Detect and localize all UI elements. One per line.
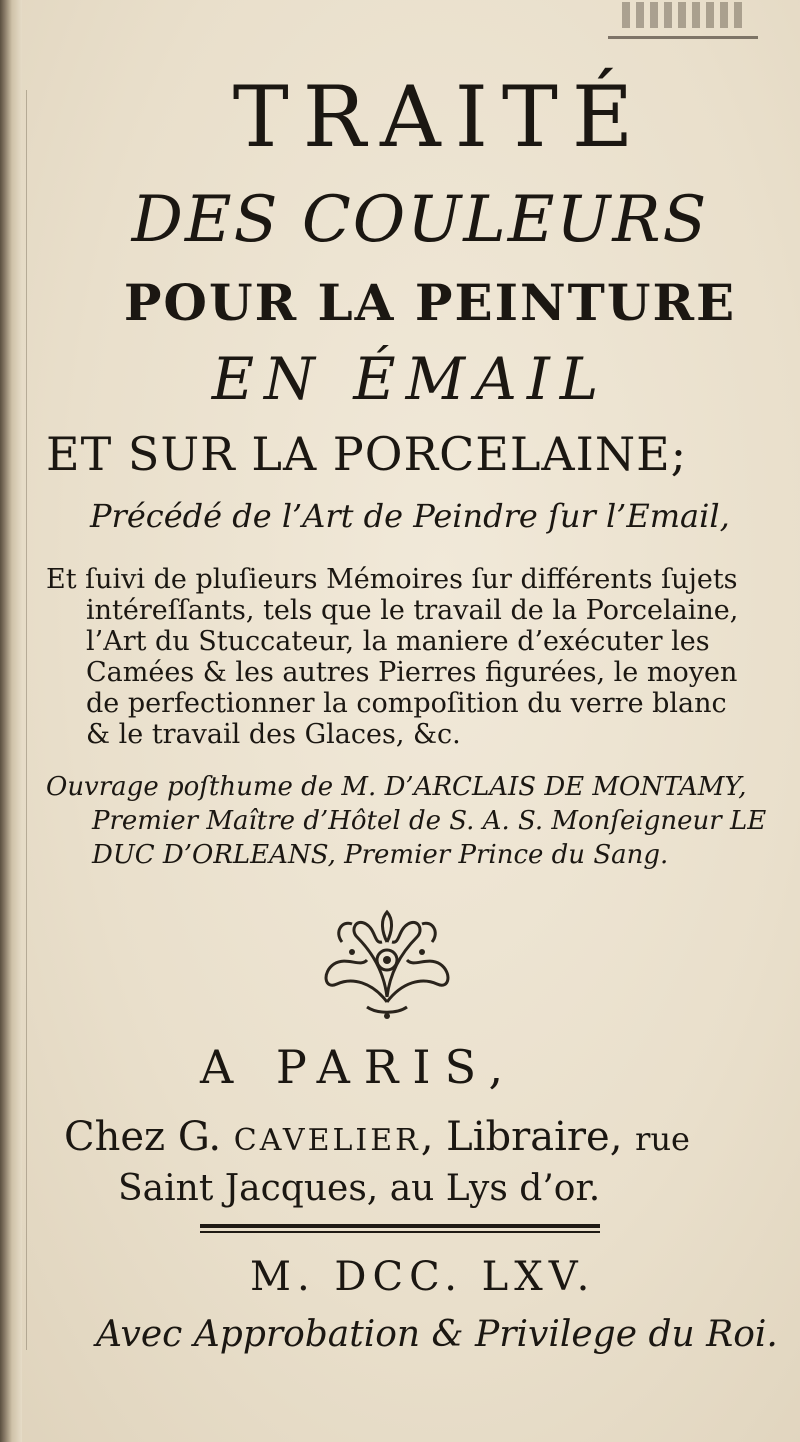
imprint-publisher bbox=[64, 1114, 690, 1160]
author-line: DUC D’ORLEANS, Premier Prince du Sang. bbox=[92, 840, 669, 870]
stamp-mark bbox=[622, 2, 742, 28]
imprint-place: A PARIS, bbox=[200, 1040, 518, 1094]
contents-line: intéreſſants, tels que le travail de la Porcelaine, bbox=[86, 595, 739, 626]
title-line-email: EN ÉMAIL bbox=[211, 345, 609, 413]
title-line-porcelaine: ET SUR LA PORCELAINE; bbox=[46, 427, 688, 481]
contents-line: l’Art du Stuccateur, la maniere d’exécuter les bbox=[86, 626, 710, 657]
author-paragraph bbox=[46, 770, 786, 872]
imprint-address: Saint Jacques, au Lys d’or. bbox=[118, 1168, 601, 1209]
preceded-line: Précédé de l’Art de Peindre ſur l’Email, bbox=[90, 497, 730, 535]
book-title: TRAITÉ bbox=[232, 68, 648, 166]
title-line-peinture: POUR LA PEINTURE bbox=[123, 273, 737, 332]
contents-line: & le travail des Glaces, &c. bbox=[86, 719, 461, 750]
title-line-couleurs: DES COULEURS bbox=[131, 183, 709, 257]
publisher-prefix: Chez G. bbox=[64, 1114, 234, 1160]
imprint-date: M. DCC. LXV. bbox=[250, 1254, 596, 1300]
contents-line: Et ſuivi de pluſieurs Mémoires ſur différents ſujets bbox=[46, 564, 738, 595]
author-line: Premier Maître d’Hôtel de S. A. S. Monſeigneur LE bbox=[92, 806, 767, 836]
publisher-rue: rue bbox=[635, 1120, 690, 1158]
privilege-line: Avec Approbation & Privilege du Roi. bbox=[96, 1314, 778, 1355]
imprint-rule-thin bbox=[200, 1231, 600, 1233]
contents-paragraph bbox=[46, 564, 786, 750]
fleuron-ornament bbox=[312, 902, 462, 1022]
contents-line: Camées & les autres Pierres figurées, le moyen bbox=[86, 657, 738, 688]
author-line: Ouvrage poſthume de M. D’ARCLAIS DE MONTAMY, bbox=[46, 772, 747, 802]
contents-line: de perfectionner la compoſition du verre blanc bbox=[86, 688, 727, 719]
publisher-suffix: , Libraire, bbox=[420, 1114, 623, 1160]
publisher-name: CAVELIER bbox=[233, 1123, 421, 1158]
imprint-rule-thick bbox=[200, 1224, 600, 1228]
